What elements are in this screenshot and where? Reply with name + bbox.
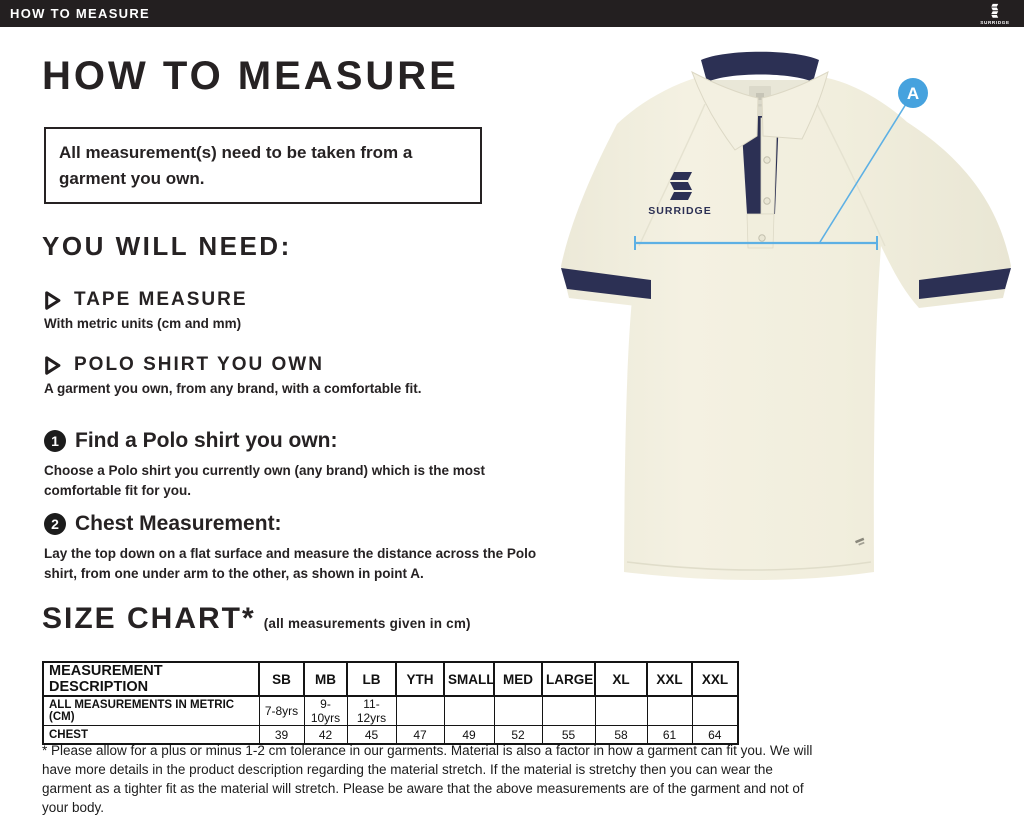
header-bar [0,0,1024,27]
polo-shirt-diagram [555,40,1015,585]
need-item-description: With metric units (cm and mm) [44,316,242,331]
shirt-logo-text: SURRIDGE [648,205,712,217]
point-a-label: A [906,84,920,103]
you-will-need-heading: YOU WILL NEED: [42,231,292,261]
size-chart-heading [42,602,471,636]
table-cell: 61 [647,726,692,745]
notice-box: All measurement(s) need to be taken from a garment you own. [44,127,482,204]
table-cell [444,696,494,726]
table-cell: 45 [347,726,396,745]
table-cell: 11-12yrs [347,696,396,726]
table-header-cell: LB [347,662,396,696]
triangle-bullet-icon [44,290,62,311]
table-cell [647,696,692,726]
table-header-row [43,662,738,696]
table-header-cell: XXL [647,662,692,696]
surridge-logo-text: SURRIDGE [980,19,1010,25]
point-a-marker [898,78,928,108]
table-cell [595,696,647,726]
footnote-text: * Please allow for a plus or minus 1-2 cm tolerance in our garments. Material is also a factor in how a garment can fit you. We will have more details in the product description regarding the material stretch. If the material is stretchy then you can wear the garment as a tighter fit as the material will stretch. Please be aware that the above measurements are of the garment and not of your body. [42,743,813,816]
table-header-cell: XL [595,662,647,696]
table-cell: 49 [444,726,494,745]
header-bar-title: HOW TO MEASURE [10,6,151,21]
table-cell: CHEST [43,726,259,745]
table-cell: 47 [396,726,444,745]
page-title: HOW TO MEASURE [42,54,459,98]
table-header-cell: MB [304,662,347,696]
need-item-polo-shirt [44,354,422,396]
table-header-cell: SB [259,662,304,696]
table-cell: 7-8yrs [259,696,304,726]
need-item-label: POLO SHIRT YOU OWN [74,354,324,375]
table-cell: 42 [304,726,347,745]
need-item-tape-measure [44,289,248,331]
table-header-cell: YTH [396,662,444,696]
table-header-cell: SMALL [444,662,494,696]
table-cell: 64 [692,726,738,745]
step-title: Chest Measurement: [75,512,282,535]
size-chart-title: SIZE CHART* [42,602,256,635]
need-item-label: TAPE MEASURE [74,289,248,310]
step-number-badge: 1 [44,430,66,452]
triangle-bullet-icon [44,355,62,376]
need-item-description: A garment you own, from any brand, with a comfortable fit. [44,381,422,396]
table-cell [494,696,542,726]
size-chart-subtitle: (all measurements given in cm) [263,616,471,631]
size-chart-table [42,661,739,745]
table-cell [542,696,595,726]
step-description: Lay the top down on a flat surface and measure the distance across the Polo shirt, from one under arm to the other, as shown in point A. [44,546,537,582]
step-1 [44,429,549,502]
polo-shirt-image [555,40,1015,585]
shirt-logo-icon [670,172,692,200]
step-2 [44,512,549,585]
table-header-cell: MEASUREMENT DESCRIPTION [43,662,259,696]
table-cell [692,696,738,726]
step-title: Find a Polo shirt you own: [75,429,338,452]
table-cell: 39 [259,726,304,745]
table-cell: ALL MEASUREMENTS IN METRIC (CM) [43,696,259,726]
shirt-body [561,78,1011,580]
table-row [43,696,738,726]
table-cell: 9-10yrs [304,696,347,726]
table-header-cell: MED [494,662,542,696]
table-cell: 55 [542,726,595,745]
surridge-logo-icon [978,2,1012,26]
table-header-cell: LARGE [542,662,595,696]
step-description: Choose a Polo shirt you currently own (any brand) which is the most comfortable fit for you. [44,463,486,499]
table-cell: 52 [494,726,542,745]
table-header-cell: XXL [692,662,738,696]
table-cell [396,696,444,726]
collar-trim [701,52,819,82]
table-cell: 58 [595,726,647,745]
step-number-badge: 2 [44,513,66,535]
